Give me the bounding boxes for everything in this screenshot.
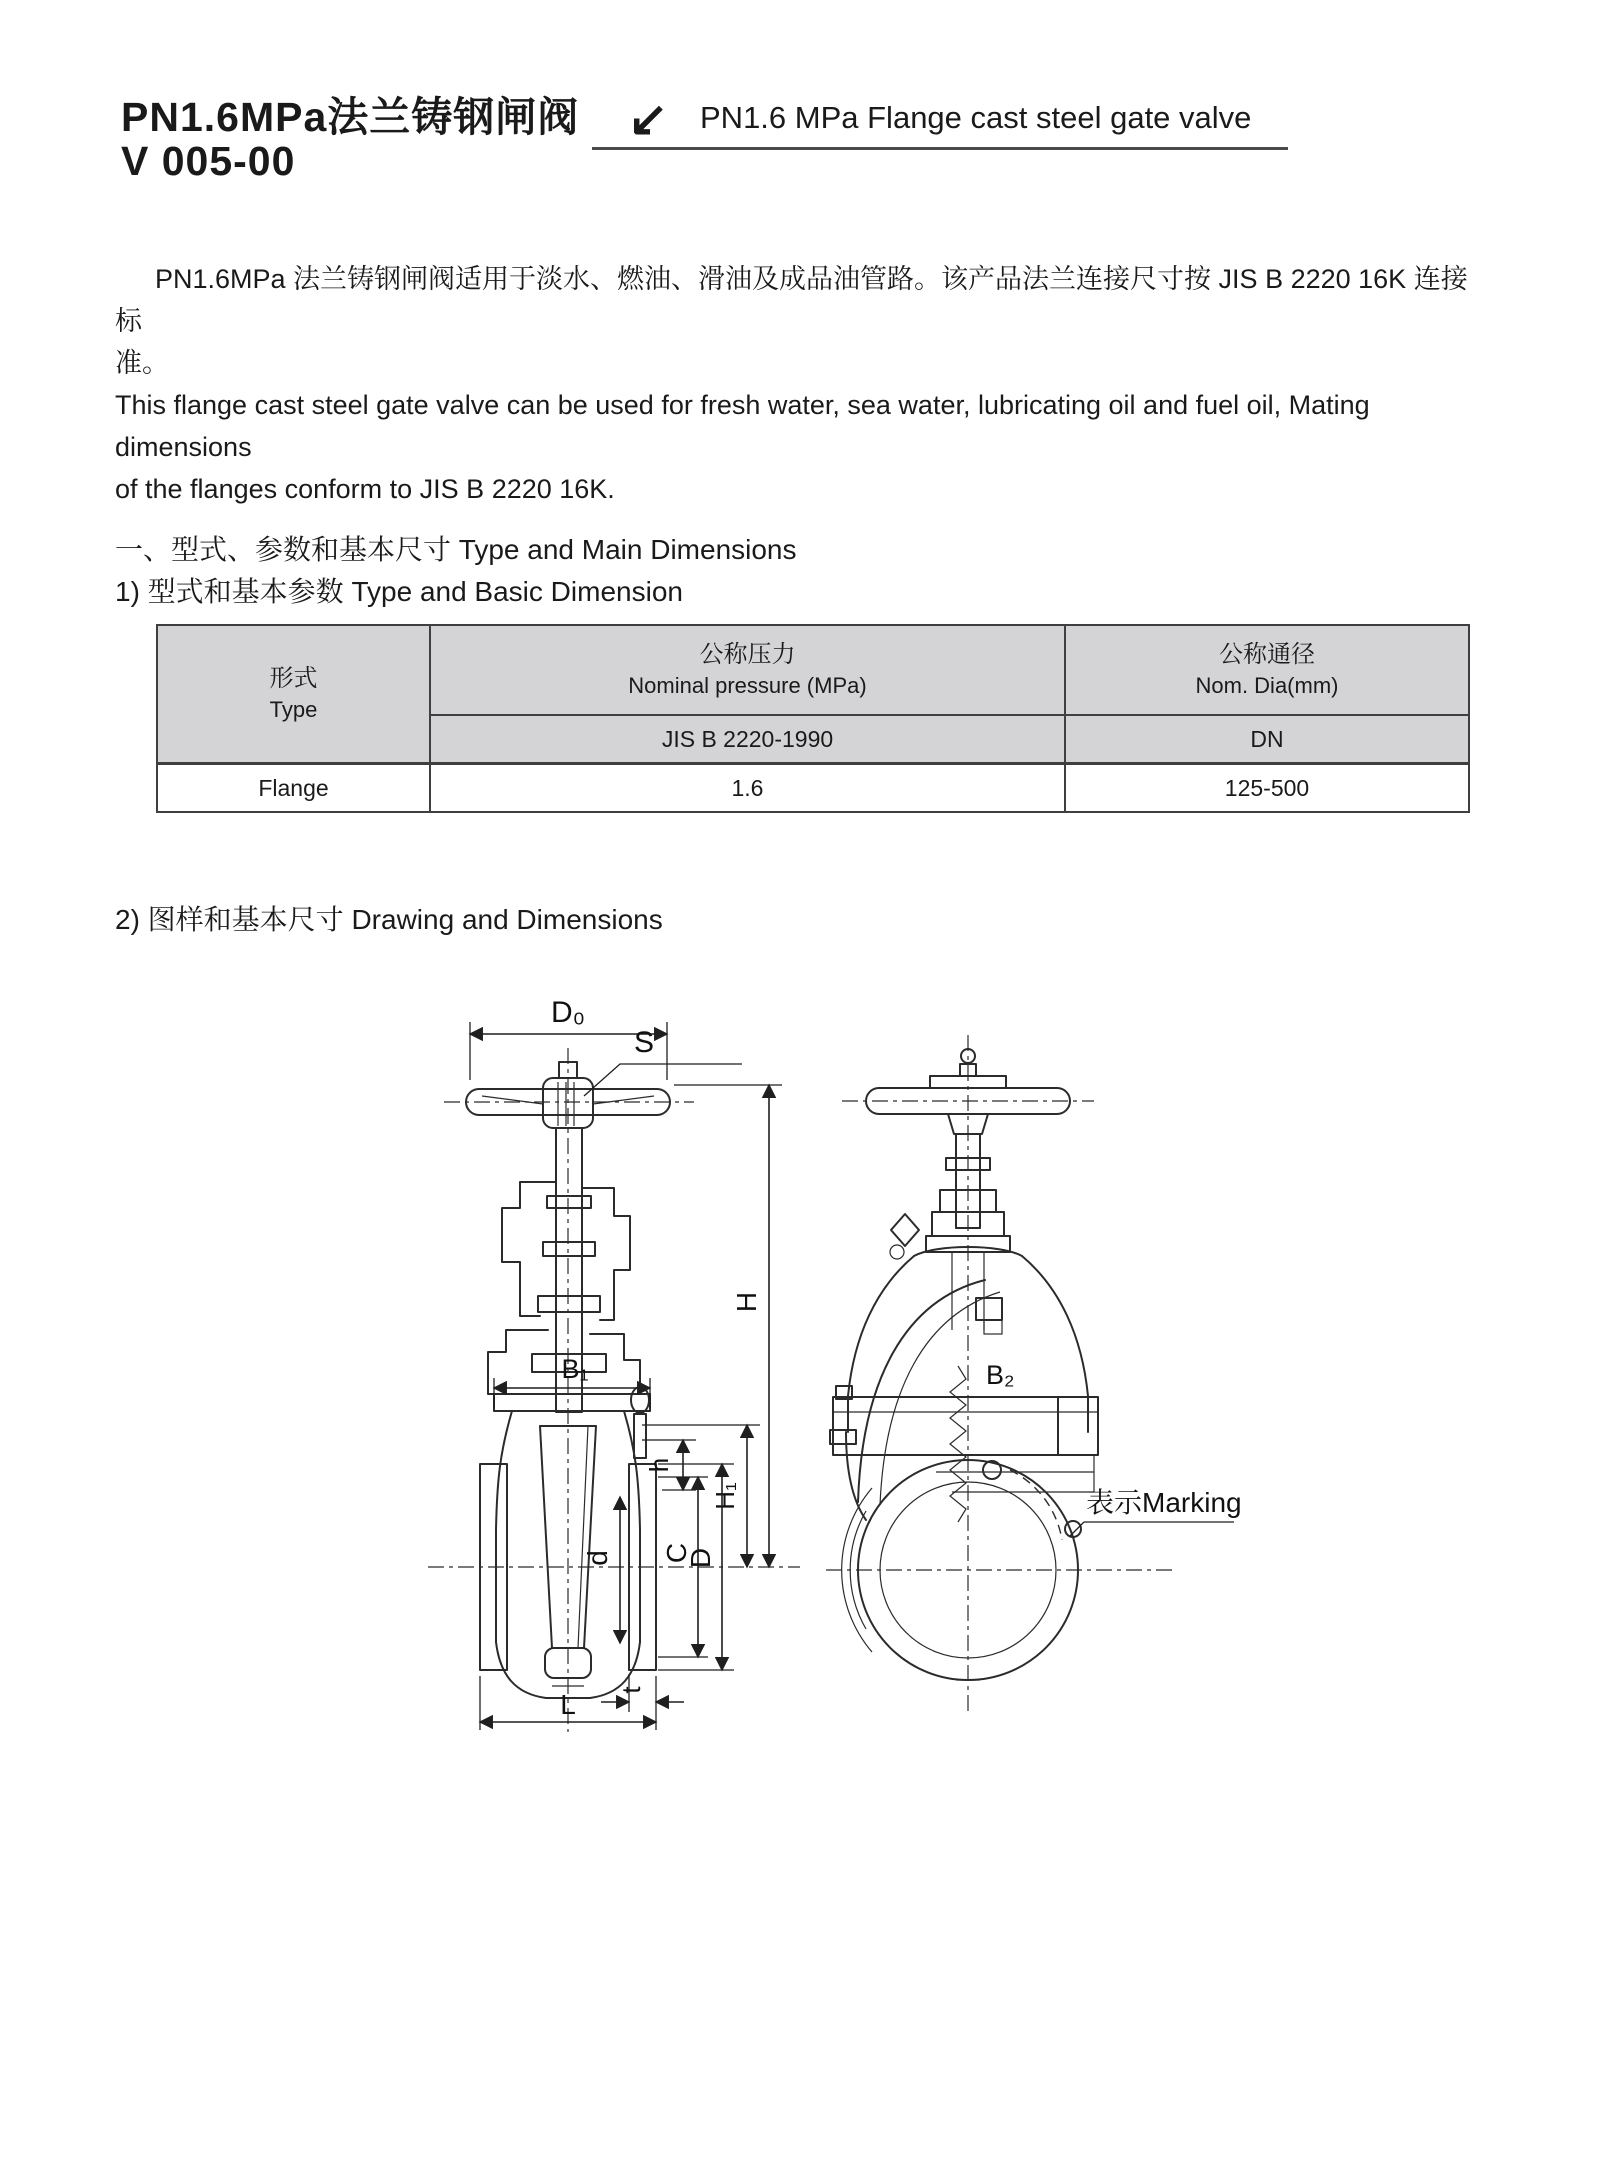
dim-label-b2: B₂ xyxy=(986,1360,1015,1390)
down-left-arrow-icon: ↙ xyxy=(628,93,669,146)
stem-collar-3 xyxy=(538,1296,600,1312)
table-header-dia xyxy=(1065,625,1469,715)
dim-label-c: C xyxy=(661,1542,692,1564)
page-title-en: PN1.6 MPa Flange cast steel gate valve xyxy=(700,100,1252,135)
dim-label-s: S xyxy=(634,1026,655,1059)
dim-label-d0: D₀ xyxy=(550,996,586,1029)
wedge-guide-arc-1 xyxy=(858,1280,985,1502)
yoke-foot-left xyxy=(488,1330,548,1394)
intro-cn-line1: PN1.6MPa 法兰铸钢闸阀适用于淡水、燃油、滑油及成品油管路。该产品法兰连接尺寸按 JIS B 2220 16K 连接标 xyxy=(115,264,1468,336)
dim-label-dbore: d xyxy=(582,1550,613,1566)
dim-label-h: h xyxy=(644,1457,674,1473)
section-heading-sub1: 1) 型式和基本参数 Type and Basic Dimension xyxy=(115,576,683,607)
dim-label-t: t xyxy=(616,1686,646,1694)
intro-en-line1: This flange cast steel gate valve can be used for fresh water, sea water, lubricating oil and fuel oil, Mating dimensions xyxy=(115,390,1370,462)
stem-latch xyxy=(976,1298,1002,1320)
marking-label: 表示Marking xyxy=(1086,1487,1242,1518)
valve-technical-drawing xyxy=(400,960,1500,1780)
section-heading-main: 一、型式、参数和基本尺寸 Type and Main Dimensions xyxy=(115,534,797,565)
body-right-wall xyxy=(624,1411,640,1642)
table-header-type-cn: 形式 xyxy=(269,665,318,692)
intro-en-line2: of the flanges conform to JIS B 2220 16K. xyxy=(115,474,615,504)
page-title-cn: PN1.6MPa法兰铸钢闸阀 xyxy=(121,94,580,140)
dim-label-dflange: D xyxy=(685,1547,716,1569)
spec-table xyxy=(156,624,1470,813)
stem-screw-thread xyxy=(950,1366,966,1522)
intro-paragraphs xyxy=(115,258,1475,510)
valve-front-view xyxy=(428,996,800,1732)
table-header-pressure-cn: 公称压力 xyxy=(699,641,796,668)
bonnet-flange xyxy=(494,1394,650,1411)
bonnet-left-profile xyxy=(848,1256,914,1432)
table-cell-pressure: 1.6 xyxy=(430,764,1065,813)
table-cell-type: Flange xyxy=(157,764,430,813)
model-code: V 005-00 xyxy=(121,138,296,184)
stem-collar-1 xyxy=(547,1196,591,1208)
table-header-dia-cn: 公称通径 xyxy=(1219,641,1315,668)
dim-label-h1: H₁ xyxy=(710,1482,740,1510)
wedge-guide-arc-2 xyxy=(880,1292,1000,1505)
table-header-type xyxy=(157,625,430,764)
intro-cn-line2: 准。 xyxy=(115,348,169,378)
bonnet-right-profile xyxy=(1022,1256,1088,1432)
dim-label-hheight: H xyxy=(731,1291,762,1313)
side-gland-bolt xyxy=(890,1245,904,1259)
table-subheader-standard: JIS B 2220-1990 xyxy=(430,715,1065,764)
table-header-type-en: Type xyxy=(269,697,318,722)
table-header-pressure-en: Nominal pressure (MPa) xyxy=(628,673,867,698)
title-underline xyxy=(592,147,1288,150)
body-left-wall xyxy=(496,1411,512,1642)
valve-side-view xyxy=(826,1035,1242,1715)
side-wing-bolt xyxy=(891,1214,919,1246)
table-header-dia-en: Nom. Dia(mm) xyxy=(1195,673,1339,698)
stem-latch-step xyxy=(984,1320,1002,1334)
table-subheader-dn: DN xyxy=(1065,715,1469,764)
table-cell-dia: 125-500 xyxy=(1065,764,1469,813)
eyebolt-shank xyxy=(634,1414,646,1458)
dim-label-l: L xyxy=(560,1689,576,1720)
stem-collar-2 xyxy=(543,1242,595,1256)
table-header-pressure xyxy=(430,625,1065,715)
section-heading-sub2: 2) 图样和基本尺寸 Drawing and Dimensions xyxy=(115,904,663,935)
dim-label-b1: B₁ xyxy=(561,1354,589,1384)
hidden-wedge-arc xyxy=(1010,1470,1062,1540)
yoke-foot-right xyxy=(590,1334,640,1394)
